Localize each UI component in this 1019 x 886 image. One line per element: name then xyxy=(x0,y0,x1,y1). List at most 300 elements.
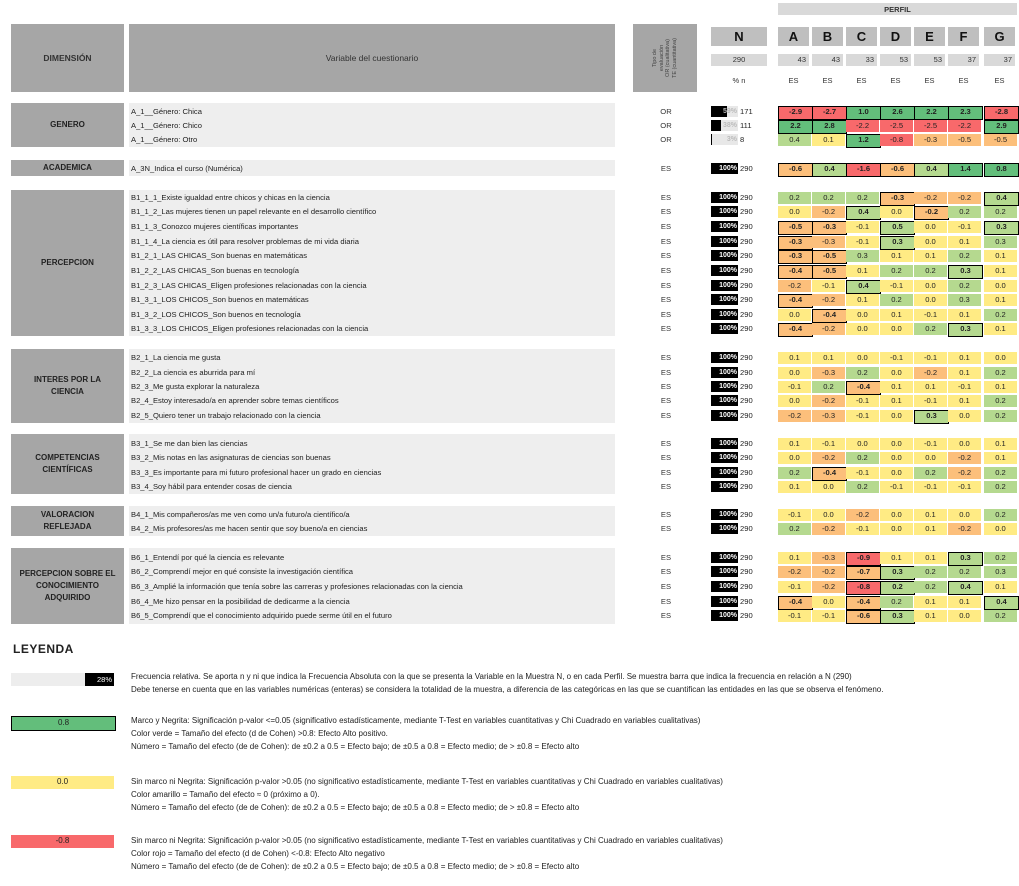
effect-size-cell-a: 0.0 xyxy=(778,309,811,321)
effect-size-cell-d: 0.2 xyxy=(880,294,913,306)
tipo-value: ES xyxy=(660,453,672,462)
tipo-header-line: OR (cualitativa) xyxy=(664,39,671,77)
tipo-value: ES xyxy=(660,582,672,591)
effect-size-cell-d: 0.0 xyxy=(880,323,913,335)
frequency-bar xyxy=(711,250,738,261)
frequency-n: 290 xyxy=(740,597,753,606)
effect-size-cell-d: 2.6 xyxy=(880,106,915,120)
effect-size-cell-f: 0.1 xyxy=(948,395,981,407)
effect-size-cell-b: -0.2 xyxy=(812,395,845,407)
profile-n-g: 37 xyxy=(984,54,1015,66)
effect-size-cell-g: 0.8 xyxy=(984,163,1019,177)
effect-size-cell-f: -0.5 xyxy=(948,134,981,146)
frequency-bar xyxy=(711,367,738,378)
effect-size-cell-d: 0.2 xyxy=(880,596,913,608)
effect-size-cell-c: -0.1 xyxy=(846,467,879,479)
profile-es-d: ES xyxy=(890,76,901,85)
effect-size-cell-b: -0.4 xyxy=(812,309,847,323)
effect-size-cell-f: -2.2 xyxy=(948,120,981,132)
effect-size-cell-b: -0.2 xyxy=(812,294,845,306)
frequency-n: 290 xyxy=(740,353,753,362)
effect-size-cell-b: -0.2 xyxy=(812,206,845,218)
effect-size-cell-d: 0.0 xyxy=(880,467,913,479)
dimension-label: INTERES POR LA CIENCIA xyxy=(11,349,124,423)
effect-size-cell-a: -0.2 xyxy=(778,410,811,422)
tipo-value: ES xyxy=(660,281,672,290)
effect-size-cell-d: -0.1 xyxy=(880,352,913,364)
legend-yellow-line-3: Número = Tamaño del efecto (de de Cohen): de ±0.2 a 0.5 = Efecto bajo; de ±0.5 a 0.8 = Efecto medio; de > ±0.8 = Efecto alto xyxy=(131,803,580,812)
effect-size-cell-b: 0.4 xyxy=(812,163,847,177)
profile-es-a: ES xyxy=(788,76,799,85)
effect-size-cell-b: 0.2 xyxy=(812,381,845,393)
variable-label: B1_1_4_La ciencia es útil para resolver problemas de mi vida diaria xyxy=(131,237,359,246)
frequency-pct: 100% xyxy=(719,483,737,490)
effect-size-cell-a: -0.1 xyxy=(778,509,811,521)
effect-size-cell-a: -0.4 xyxy=(778,265,813,279)
legend-red-line-1: Sin marco ni Negrita: Significación p-valor >0.05 (no significativo estadísticamente, mediante T-Test en variables cuantitativas y Chi Cuadrado en variables cualitativas) xyxy=(131,836,723,845)
frequency-pct: 100% xyxy=(719,369,737,376)
effect-size-cell-a: 0.2 xyxy=(778,523,811,535)
effect-size-cell-a: 0.0 xyxy=(778,452,811,464)
effect-size-cell-c: 0.4 xyxy=(846,206,881,220)
frequency-bar xyxy=(711,206,738,217)
effect-size-cell-f: -0.1 xyxy=(948,221,981,233)
frequency-n: 290 xyxy=(740,368,753,377)
effect-size-cell-e: 0.0 xyxy=(914,280,947,292)
frequency-bar xyxy=(711,552,738,563)
tipo-value: ES xyxy=(660,207,672,216)
effect-size-cell-c: -0.2 xyxy=(846,509,879,521)
frequency-n: 171 xyxy=(740,107,753,116)
variable-label: B3_4_Soy hábil para entender cosas de ciencia xyxy=(131,482,292,491)
frequency-pct: 100% xyxy=(719,238,737,245)
frequency-pct: 100% xyxy=(719,554,737,561)
tipo-value: ES xyxy=(660,368,672,377)
effect-size-cell-c: 0.4 xyxy=(846,280,881,294)
effect-size-cell-g: 0.1 xyxy=(984,250,1017,262)
effect-size-cell-a: -0.2 xyxy=(778,280,811,292)
frequency-pct: 100% xyxy=(719,252,737,259)
effect-size-cell-b: -0.3 xyxy=(812,236,845,248)
effect-size-cell-a: 0.0 xyxy=(778,206,811,218)
variable-header: Variable del cuestionario xyxy=(129,24,615,92)
effect-size-cell-d: 0.1 xyxy=(880,552,913,564)
effect-size-cell-f: 0.0 xyxy=(948,509,981,521)
effect-size-cell-e: -0.1 xyxy=(914,438,947,450)
variable-label: B1_1_3_Conozco mujeres científicas importantes xyxy=(131,222,299,231)
tipo-value: ES xyxy=(660,482,672,491)
variable-label: B1_2_1_LAS CHICAS_Son buenas en matemáticas xyxy=(131,251,308,260)
frequency-pct: 100% xyxy=(719,267,737,274)
effect-size-cell-e: 0.1 xyxy=(914,523,947,535)
variable-label: B3_2_Mis notas en las asignaturas de ciencias son buenas xyxy=(131,453,331,462)
effect-size-cell-a: 0.1 xyxy=(778,352,811,364)
variable-label: A_1__Género: Chica xyxy=(131,107,202,116)
effect-size-cell-d: 0.0 xyxy=(880,410,913,422)
effect-size-cell-e: 0.0 xyxy=(914,236,947,248)
legend-yellow-line-2: Color amarillo = Tamaño del efecto ≈ 0 (próximo a 0). xyxy=(131,790,320,799)
frequency-n: 290 xyxy=(740,611,753,620)
effect-size-cell-a: -0.1 xyxy=(778,581,811,593)
frequency-n: 290 xyxy=(740,266,753,275)
tipo-value: ES xyxy=(660,611,672,620)
frequency-n: 290 xyxy=(740,382,753,391)
variable-label: B2_5_Quiero tener un trabajo relacionado con la ciencia xyxy=(131,411,321,420)
frequency-n: 290 xyxy=(740,468,753,477)
frequency-n: 290 xyxy=(740,524,753,533)
effect-size-cell-b: -0.2 xyxy=(812,323,845,335)
frequency-bar xyxy=(711,523,738,534)
variable-label: B1_2_3_LAS CHICAS_Eligen profesiones relacionadas con la ciencia xyxy=(131,281,367,290)
effect-size-cell-f: 0.2 xyxy=(948,280,981,292)
profile-letter-c: C xyxy=(846,27,877,46)
frequency-n: 290 xyxy=(740,324,753,333)
tipo-value: ES xyxy=(660,237,672,246)
frequency-pct: 100% xyxy=(719,454,737,461)
frequency-bar xyxy=(711,294,738,305)
frequency-pct: 38% xyxy=(722,122,737,129)
effect-size-cell-c: -0.1 xyxy=(846,221,879,233)
effect-size-cell-c: 1.2 xyxy=(846,134,881,148)
effect-size-cell-e: 0.0 xyxy=(914,294,947,306)
frequency-bar xyxy=(711,106,738,117)
effect-size-cell-d: -0.8 xyxy=(880,134,913,146)
effect-size-cell-d: 0.1 xyxy=(880,381,913,393)
frequency-pct: 100% xyxy=(719,525,737,532)
effect-size-cell-c: 1.0 xyxy=(846,106,881,120)
frequency-pct: 100% xyxy=(719,296,737,303)
effect-size-cell-a: -0.4 xyxy=(778,596,813,610)
effect-size-cell-f: 0.3 xyxy=(948,552,983,566)
frequency-bar xyxy=(711,467,738,478)
dimension-header: DIMENSIÓN xyxy=(11,24,124,92)
effect-size-cell-f: 0.2 xyxy=(948,250,981,262)
dimension-label: GENERO xyxy=(11,103,124,147)
effect-size-cell-g: 0.3 xyxy=(984,566,1017,578)
effect-size-cell-g: 0.3 xyxy=(984,221,1019,235)
profile-letter-a: A xyxy=(778,27,809,46)
effect-size-cell-d: 0.2 xyxy=(880,265,913,277)
frequency-n: 290 xyxy=(740,222,753,231)
effect-size-cell-b: -0.3 xyxy=(812,410,845,422)
tipo-value: ES xyxy=(660,439,672,448)
profile-letter-g: G xyxy=(984,27,1015,46)
frequency-bar xyxy=(711,596,738,607)
effect-size-cell-d: 0.1 xyxy=(880,250,913,262)
effect-size-cell-g: 0.3 xyxy=(984,236,1017,248)
effect-size-cell-e: 0.2 xyxy=(914,265,947,277)
effect-size-cell-e: 0.1 xyxy=(914,596,947,608)
frequency-pct: 100% xyxy=(719,568,737,575)
effect-size-cell-g: 0.0 xyxy=(984,352,1017,364)
effect-size-cell-f: 0.4 xyxy=(948,581,983,595)
dimension-label: PERCEPCION SOBRE EL CONOCIMIENTO ADQUIRIDO xyxy=(11,548,124,624)
effect-size-cell-f: -0.1 xyxy=(948,381,981,393)
effect-size-cell-g: 0.4 xyxy=(984,596,1019,610)
tipo-header-line: TE (cuantitativa) xyxy=(671,37,678,79)
frequency-pct: 59% xyxy=(722,108,737,115)
effect-size-cell-f: 0.1 xyxy=(948,352,981,364)
effect-size-cell-a: -0.1 xyxy=(778,610,811,622)
variable-label: B4_1_Mis compañeros/as me ven como un/a futuro/a científico/a xyxy=(131,510,350,519)
variable-label: B4_2_Mis profesores/as me hacen sentir que soy bueno/a en ciencias xyxy=(131,524,368,533)
profile-es-b: ES xyxy=(822,76,833,85)
n-header: N xyxy=(711,27,767,46)
effect-size-cell-c: 0.2 xyxy=(846,481,879,493)
tipo-value: OR xyxy=(660,135,672,144)
legend-green-line-2: Color verde = Tamaño del efecto (d de Cohen) >0.8: Efecto Alto positivo. xyxy=(131,729,388,738)
frequency-bar xyxy=(711,581,738,592)
effect-size-cell-c: -0.4 xyxy=(846,381,881,395)
tipo-header-line: Tipo de xyxy=(651,48,658,68)
frequency-bar xyxy=(711,265,738,276)
frequency-n: 290 xyxy=(740,411,753,420)
effect-size-cell-g: -0.5 xyxy=(984,134,1017,146)
effect-size-cell-b: 0.1 xyxy=(812,352,845,364)
effect-size-cell-f: -0.2 xyxy=(948,523,981,535)
effect-size-cell-b: -0.1 xyxy=(812,280,845,292)
frequency-n: 290 xyxy=(740,164,753,173)
variable-label: B1_3_3_LOS CHICOS_Eligen profesiones relacionadas con la ciencia xyxy=(131,324,369,333)
frequency-pct: 100% xyxy=(719,440,737,447)
frequency-n: 290 xyxy=(740,396,753,405)
effect-size-cell-a: 0.2 xyxy=(778,192,811,204)
tipo-value: ES xyxy=(660,396,672,405)
frequency-n: 290 xyxy=(740,251,753,260)
effect-size-cell-a: -0.6 xyxy=(778,163,813,177)
frequency-n: 290 xyxy=(740,295,753,304)
profile-n-c: 33 xyxy=(846,54,877,66)
profile-es-g: ES xyxy=(994,76,1005,85)
effect-size-cell-a: -0.4 xyxy=(778,323,813,337)
effect-size-cell-d: 0.0 xyxy=(880,509,913,521)
effect-size-cell-g: 0.1 xyxy=(984,581,1017,593)
effect-size-cell-e: 0.4 xyxy=(914,163,949,177)
profile-n-e: 53 xyxy=(914,54,945,66)
effect-size-cell-g: 0.2 xyxy=(984,309,1017,321)
tipo-value: ES xyxy=(660,597,672,606)
legend-yellow-sample: 0.0 xyxy=(11,776,114,789)
effect-size-cell-g: 0.2 xyxy=(984,552,1017,564)
legend-freq-line-2: Debe tenerse en cuenta que en las variables numéricas (enteras) se considera la totalidad de la muestra, a diferencia de las categóricas en las que se cuantifican las entidades en las que se observa el fenómeno. xyxy=(131,685,884,694)
effect-size-cell-a: -2.9 xyxy=(778,106,813,120)
effect-size-cell-b: -0.1 xyxy=(812,438,845,450)
effect-size-cell-f: 1.4 xyxy=(948,163,983,177)
effect-size-cell-a: 0.2 xyxy=(778,467,811,479)
effect-size-cell-a: 0.0 xyxy=(778,367,811,379)
legend-yellow-line-1: Sin marco ni Negrita: Significación p-valor >0.05 (no significativo estadísticamente, mediante T-Test en variables cuantitativas y Chi Cuadrado en variables cualitativas) xyxy=(131,777,723,786)
frequency-pct: 100% xyxy=(719,583,737,590)
effect-size-cell-e: -0.1 xyxy=(914,352,947,364)
effect-size-cell-b: -0.2 xyxy=(812,452,845,464)
frequency-pct: 100% xyxy=(719,165,737,172)
effect-size-cell-b: -0.5 xyxy=(812,265,847,279)
frequency-pct: 100% xyxy=(719,598,737,605)
effect-size-cell-c: -0.6 xyxy=(846,610,881,624)
profile-letter-e: E xyxy=(914,27,945,46)
effect-size-cell-e: 0.1 xyxy=(914,552,947,564)
effect-size-cell-e: 0.2 xyxy=(914,323,947,335)
effect-size-cell-f: -0.2 xyxy=(948,452,981,464)
effect-size-cell-g: 0.0 xyxy=(984,523,1017,535)
variable-label: B3_3_Es importante para mi futuro profesional hacer un grado en ciencias xyxy=(131,468,382,477)
frequency-bar xyxy=(711,163,738,174)
effect-size-cell-a: -0.5 xyxy=(778,221,813,235)
frequency-pct: 3% xyxy=(726,136,737,143)
frequency-n: 290 xyxy=(740,207,753,216)
effect-size-cell-b: 2.8 xyxy=(812,120,847,134)
frequency-n: 290 xyxy=(740,237,753,246)
effect-size-cell-c: 0.2 xyxy=(846,367,879,379)
effect-size-cell-f: 0.2 xyxy=(948,566,981,578)
effect-size-cell-d: 0.2 xyxy=(880,581,915,595)
frequency-bar xyxy=(711,438,738,449)
frequency-pct: 100% xyxy=(719,223,737,230)
legend-red-sample: -0.8 xyxy=(11,835,114,848)
frequency-n: 290 xyxy=(740,281,753,290)
effect-size-cell-c: 0.3 xyxy=(846,250,879,262)
effect-size-cell-b: -0.2 xyxy=(812,523,845,535)
effect-size-cell-e: -0.1 xyxy=(914,309,947,321)
variable-label: B2_3_Me gusta explorar la naturaleza xyxy=(131,382,260,391)
effect-size-cell-f: 0.3 xyxy=(948,323,983,337)
dimension-label: COMPETENCIAS CIENTÍFICAS xyxy=(11,434,124,494)
effect-size-cell-f: -0.2 xyxy=(948,467,981,479)
effect-size-cell-d: 0.1 xyxy=(880,309,913,321)
profile-n-b: 43 xyxy=(812,54,843,66)
profile-n-f: 37 xyxy=(948,54,979,66)
dimension-label: VALORACION REFLEJADA xyxy=(11,506,124,536)
tipo-header xyxy=(633,24,697,92)
effect-size-cell-b: -2.7 xyxy=(812,106,847,120)
effect-size-cell-e: -2.5 xyxy=(914,120,947,132)
effect-size-cell-a: 0.4 xyxy=(778,134,811,146)
tipo-value: ES xyxy=(660,193,672,202)
effect-size-cell-c: 0.2 xyxy=(846,452,879,464)
effect-size-cell-e: 0.2 xyxy=(914,581,947,593)
dimension-label: ACADEMICA xyxy=(11,160,124,176)
pct-n-label: % n xyxy=(732,76,746,85)
effect-size-cell-e: 0.1 xyxy=(914,381,947,393)
effect-size-cell-f: 0.3 xyxy=(948,294,981,306)
effect-size-cell-e: -0.3 xyxy=(914,134,947,146)
tipo-value: OR xyxy=(660,107,672,116)
effect-size-cell-g: 0.1 xyxy=(984,452,1017,464)
frequency-pct: 100% xyxy=(719,397,737,404)
effect-size-cell-f: 0.0 xyxy=(948,410,981,422)
tipo-value: ES xyxy=(660,324,672,333)
frequency-bar xyxy=(711,120,738,131)
frequency-bar xyxy=(711,352,738,363)
variable-label: B6_2_Comprendí mejor en qué consiste la investigación científica xyxy=(131,567,354,576)
legend-title: LEYENDA xyxy=(13,642,74,656)
profile-letter-b: B xyxy=(812,27,843,46)
perfil-header: PERFIL xyxy=(778,3,1017,15)
effect-size-cell-e: -0.2 xyxy=(914,206,949,220)
tipo-value: ES xyxy=(660,567,672,576)
frequency-n: 290 xyxy=(740,310,753,319)
effect-size-cell-c: 0.0 xyxy=(846,352,879,364)
frequency-pct: 100% xyxy=(719,354,737,361)
effect-size-cell-c: -0.1 xyxy=(846,395,879,407)
frequency-bar-fill xyxy=(711,134,712,145)
legend-freq-sample xyxy=(11,673,114,686)
variable-label: B6_5_Comprendí que el conocimiento adquirido puede serme útil en el futuro xyxy=(131,611,392,620)
effect-size-cell-g: 0.2 xyxy=(984,509,1017,521)
effect-size-cell-a: 0.1 xyxy=(778,438,811,450)
effect-size-cell-e: -0.1 xyxy=(914,395,947,407)
effect-size-cell-g: 0.1 xyxy=(984,294,1017,306)
effect-size-cell-c: 0.0 xyxy=(846,438,879,450)
frequency-bar xyxy=(711,309,738,320)
frequency-n: 290 xyxy=(740,439,753,448)
effect-size-cell-e: 0.2 xyxy=(914,467,947,479)
effect-size-cell-d: 0.0 xyxy=(880,452,913,464)
effect-size-cell-e: 0.1 xyxy=(914,250,947,262)
frequency-pct: 100% xyxy=(719,612,737,619)
effect-size-cell-d: 0.3 xyxy=(880,566,915,580)
effect-size-cell-e: 0.1 xyxy=(914,610,947,622)
variable-label: A_3N_Indica el curso (Numérica) xyxy=(131,164,243,173)
frequency-bar xyxy=(711,323,738,334)
frequency-bar xyxy=(711,566,738,577)
frequency-pct: 100% xyxy=(719,511,737,518)
effect-size-cell-c: 0.0 xyxy=(846,323,879,335)
effect-size-cell-d: -2.5 xyxy=(880,120,913,132)
frequency-pct: 100% xyxy=(719,325,737,332)
effect-size-cell-e: 2.2 xyxy=(914,106,949,120)
effect-size-cell-c: -2.2 xyxy=(846,120,879,132)
effect-size-cell-e: -0.2 xyxy=(914,367,947,379)
effect-size-cell-d: -0.3 xyxy=(880,192,915,206)
effect-size-cell-c: 0.2 xyxy=(846,192,879,204)
frequency-n: 290 xyxy=(740,453,753,462)
tipo-value: ES xyxy=(660,164,672,173)
effect-size-cell-g: 0.1 xyxy=(984,381,1017,393)
effect-size-cell-e: 0.0 xyxy=(914,452,947,464)
effect-size-cell-f: 0.1 xyxy=(948,309,981,321)
effect-size-cell-g: -2.8 xyxy=(984,106,1019,120)
profile-n-d: 53 xyxy=(880,54,911,66)
frequency-bar xyxy=(711,452,738,463)
effect-size-cell-e: 0.2 xyxy=(914,566,947,578)
profile-es-e: ES xyxy=(924,76,935,85)
tipo-value: ES xyxy=(660,553,672,562)
frequency-n: 290 xyxy=(740,510,753,519)
effect-size-cell-c: 0.1 xyxy=(846,294,879,306)
variable-label: B1_1_2_Las mujeres tienen un papel relevante en el desarrollo científico xyxy=(131,207,377,216)
effect-size-cell-a: 0.1 xyxy=(778,552,811,564)
legend-green-line-3: Número = Tamaño del efecto (de de Cohen): de ±0.2 a 0.5 = Efecto bajo; de ±0.5 a 0.8 = Efecto medio; de > ±0.8 = Efecto alto xyxy=(131,742,580,751)
effect-size-cell-e: -0.2 xyxy=(914,192,947,204)
effect-size-cell-f: 2.3 xyxy=(948,106,983,120)
frequency-bar xyxy=(711,236,738,247)
effect-size-cell-b: -0.3 xyxy=(812,552,845,564)
effect-size-cell-g: 0.2 xyxy=(984,610,1017,622)
frequency-bar xyxy=(711,381,738,392)
variable-label: B1_1_1_Existe igualdad entre chicos y chicas en la ciencia xyxy=(131,193,330,202)
frequency-n: 8 xyxy=(740,135,745,144)
effect-size-cell-g: 0.2 xyxy=(984,206,1017,218)
effect-size-cell-b: -0.3 xyxy=(812,221,847,235)
effect-size-cell-g: 0.2 xyxy=(984,410,1017,422)
effect-size-cell-b: 0.1 xyxy=(812,134,845,146)
effect-size-cell-g: 0.2 xyxy=(984,395,1017,407)
tipo-value: ES xyxy=(660,468,672,477)
effect-size-cell-a: 2.2 xyxy=(778,120,813,134)
tipo-value: ES xyxy=(660,251,672,260)
effect-size-cell-d: -0.1 xyxy=(880,481,913,493)
